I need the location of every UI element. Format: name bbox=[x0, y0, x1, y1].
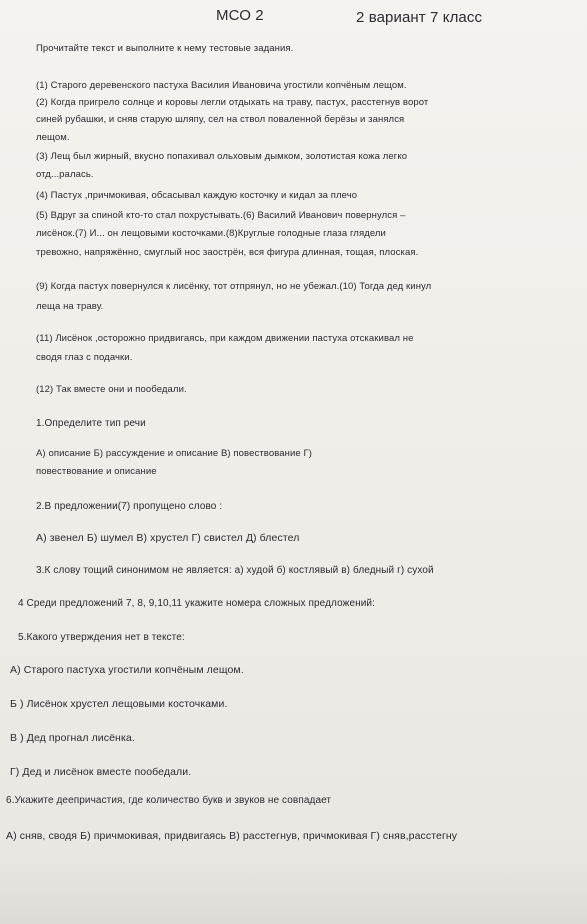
question-2-prompt: 2.В предложении(7) пропущено слово : bbox=[36, 501, 223, 512]
question-1-options: А) описание Б) рассуждение и описание В) повествование Г) bbox=[36, 448, 313, 459]
text-line: отд...ралась. bbox=[36, 169, 94, 180]
text-line: сводя глаз с подачки. bbox=[36, 352, 133, 363]
text-line: (3) Лещ был жирный, вкусно попахивал ольховым дымком, золотистая кожа легко bbox=[36, 151, 408, 162]
question-5-option-b: Б ) Лисёнок хрустел лещовыми косточками. bbox=[10, 698, 228, 710]
question-6-prompt: 6.Укажите деепричастия, где количество букв и звуков не совпадает bbox=[6, 795, 332, 806]
question-4-prompt: 4 Среди предложений 7, 8, 9,10,11 укажите номера сложных предложений: bbox=[18, 598, 375, 609]
text-line: синей рубашки, и сняв старую шляпу, сел на ствол поваленной берёзы и занялся bbox=[36, 114, 405, 125]
text-line: тревожно, напряжённо, смуглый нос заострён, вся фигура длинная, тощая, плоская. bbox=[36, 247, 419, 258]
text-line: (1) Старого деревенского пастуха Василия Ивановича угостили копчёным лещом. bbox=[36, 80, 407, 91]
question-1-options-cont: повествование и описание bbox=[36, 466, 157, 477]
question-5-prompt: 5.Какого утверждения нет в тексте: bbox=[18, 632, 185, 643]
text-line: лисёнок.(7) И... он лещовыми косточками.(8)Круглые голодные глаза глядели bbox=[36, 228, 386, 239]
text-line: лещом. bbox=[36, 132, 70, 143]
text-line: (4) Пастух ,причмокивая, обсасывал каждую косточку и кидал за плечо bbox=[36, 190, 358, 201]
text-line: (9) Когда пастух повернулся к лисёнку, тот отпрянул, но не убежал.(10) Тогда дед кинул bbox=[36, 281, 432, 292]
paper-shadow bbox=[0, 854, 587, 924]
text-line: (5) Вдруг за спиной кто-то стал похрустывать.(6) Василий Иванович повернулся – bbox=[36, 210, 406, 221]
variant-label: 2 вариант 7 класс bbox=[356, 9, 483, 26]
question-6-options: А) сняв, сводя Б) причмокивая, придвигаясь В) расстегнув, причмокивая Г) сняв,расстегну bbox=[6, 830, 458, 842]
instruction-text: Прочитайте текст и выполните к нему тестовые задания. bbox=[36, 43, 294, 54]
question-5-option-d: Г) Дед и лисёнок вместе пообедали. bbox=[10, 766, 192, 778]
question-3-prompt: 3.К слову тощий синонимом не является: а) худой б) костлявый в) бледный г) сухой bbox=[36, 565, 434, 576]
text-line: (11) Лисёнок ,осторожно придвигаясь, при каждом движении пастуха отскакивал не bbox=[36, 333, 414, 344]
question-2-options: А) звенел Б) шумел В) хрустел Г) свистел Д) блестел bbox=[36, 532, 300, 544]
text-line: (12) Так вместе они и пообедали. bbox=[36, 384, 187, 395]
question-1-prompt: 1.Определите тип речи bbox=[36, 418, 146, 429]
page-title: МСО 2 bbox=[216, 7, 264, 24]
question-5-option-c: В ) Дед прогнал лисёнка. bbox=[10, 732, 135, 744]
text-line: (2) Когда пригрело солнце и коровы легли отдыхать на траву, пастух, расстегнув ворот bbox=[36, 97, 429, 108]
question-5-option-a: А) Старого пастуха угостили копчёным лещом. bbox=[10, 664, 244, 676]
text-line: леща на траву. bbox=[36, 301, 104, 312]
